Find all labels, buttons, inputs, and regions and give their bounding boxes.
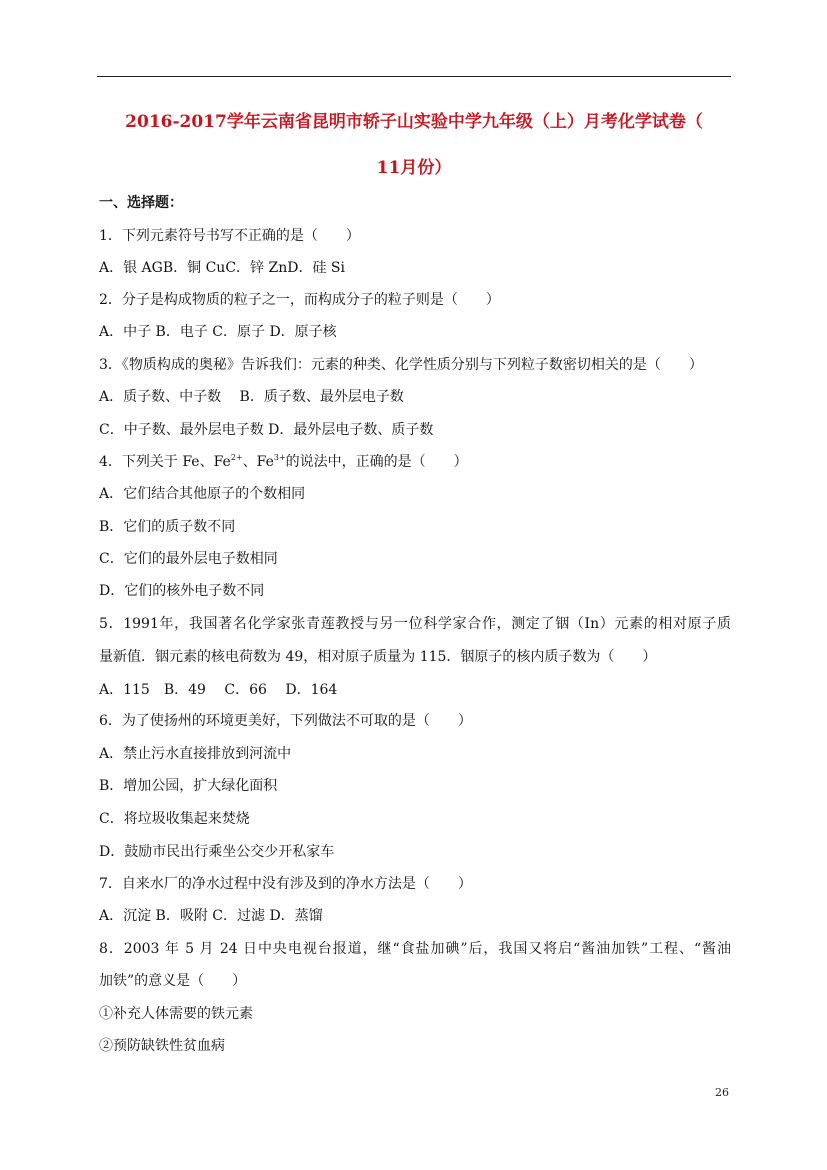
question-8-stem-line1: 8．2003 年 5 月 24 日中央电视台报道，继“食盐加碘”后，我国又将启“酱油加铁”工程、“酱油 — [99, 941, 731, 957]
question-2-stem: 2．分子是构成物质的粒子之一，而构成分子的粒子则是（ ） — [99, 292, 500, 308]
question-2-options: A．中子 B．电子 C．原子 D．原子核 — [99, 324, 337, 340]
question-5-stem-line1: 5．1991年，我国著名化学家张青莲教授与另一位科学家合作，测定了铟（In）元素的相对原子质 — [99, 616, 731, 632]
question-8-item-1: ①补充人体需要的铁元素 — [99, 1006, 253, 1022]
question-5-stem-line2: 量新值．铟元素的核电荷数为 49，相对原子质量为 115．铟原子的核内质子数为（ ） — [99, 649, 657, 665]
question-8-stem-line2: 加铁”的意义是（ ） — [99, 973, 247, 989]
question-6-stem: 6．为了使扬州的环境更美好，下列做法不可取的是（ ） — [99, 713, 472, 729]
question-4-stem-part2: 、Fe — [242, 454, 274, 470]
question-6-option-c: C．将垃圾收集起来焚烧 — [99, 811, 250, 827]
question-4-stem-part3: 的说法中，正确的是（ ） — [285, 454, 468, 470]
question-1-stem: 1．下列元素符号书写不正确的是（ ） — [99, 228, 360, 244]
question-6-option-b: B．增加公园，扩大绿化面积 — [99, 778, 278, 794]
exam-title-line2: 11月份） — [376, 158, 452, 178]
question-4-option-d: D．它们的核外电子数不同 — [99, 583, 265, 599]
question-6-option-a: A．禁止污水直接排放到河流中 — [99, 746, 292, 762]
question-7-stem: 7．自来水厂的净水过程中没有涉及到的净水方法是（ ） — [99, 876, 472, 892]
question-3-options-cd: C．中子数、最外层电子数 D．最外层电子数、质子数 — [99, 422, 434, 438]
fe3-charge: 3+ — [273, 453, 286, 462]
question-4-option-b: B．它们的质子数不同 — [99, 519, 236, 535]
question-4-stem — [99, 452, 731, 472]
question-4-option-a: A．它们结合其他原子的个数相同 — [99, 486, 306, 502]
question-4-option-c: C．它们的最外层电子数相同 — [99, 551, 278, 567]
question-4-stem-part1: 4．下列关于 Fe、Fe — [99, 454, 231, 470]
exam-title-line1: 2016-2017学年云南省昆明市轿子山实验中学九年级（上）月考化学试卷（ — [125, 112, 703, 132]
question-8-item-2: ②预防缺铁性贫血病 — [99, 1038, 225, 1054]
question-6-option-d: D．鼓励市民出行乘坐公交少开私家车 — [99, 844, 335, 860]
page-number: 26 — [715, 1086, 729, 1099]
section-heading: 一、选择题： — [99, 195, 183, 211]
header-rule — [97, 76, 731, 77]
question-3-options-ab: A．质子数、中子数 B．质子数、最外层电子数 — [99, 389, 404, 405]
fe2-charge: 2+ — [230, 453, 243, 462]
question-5-options: A．115 B．49 C．66 D．164 — [99, 682, 338, 698]
question-7-options: A．沉淀 B．吸附 C．过滤 D．蒸馏 — [99, 908, 323, 924]
question-3-stem: 3．《物质构成的奥秘》告诉我们：元素的种类、化学性质分别与下列粒子数密切相关的是（ ） — [99, 357, 703, 373]
question-1-options: A．银 AGB．铜 CuC．锌 ZnD．硅 Si — [99, 260, 345, 276]
